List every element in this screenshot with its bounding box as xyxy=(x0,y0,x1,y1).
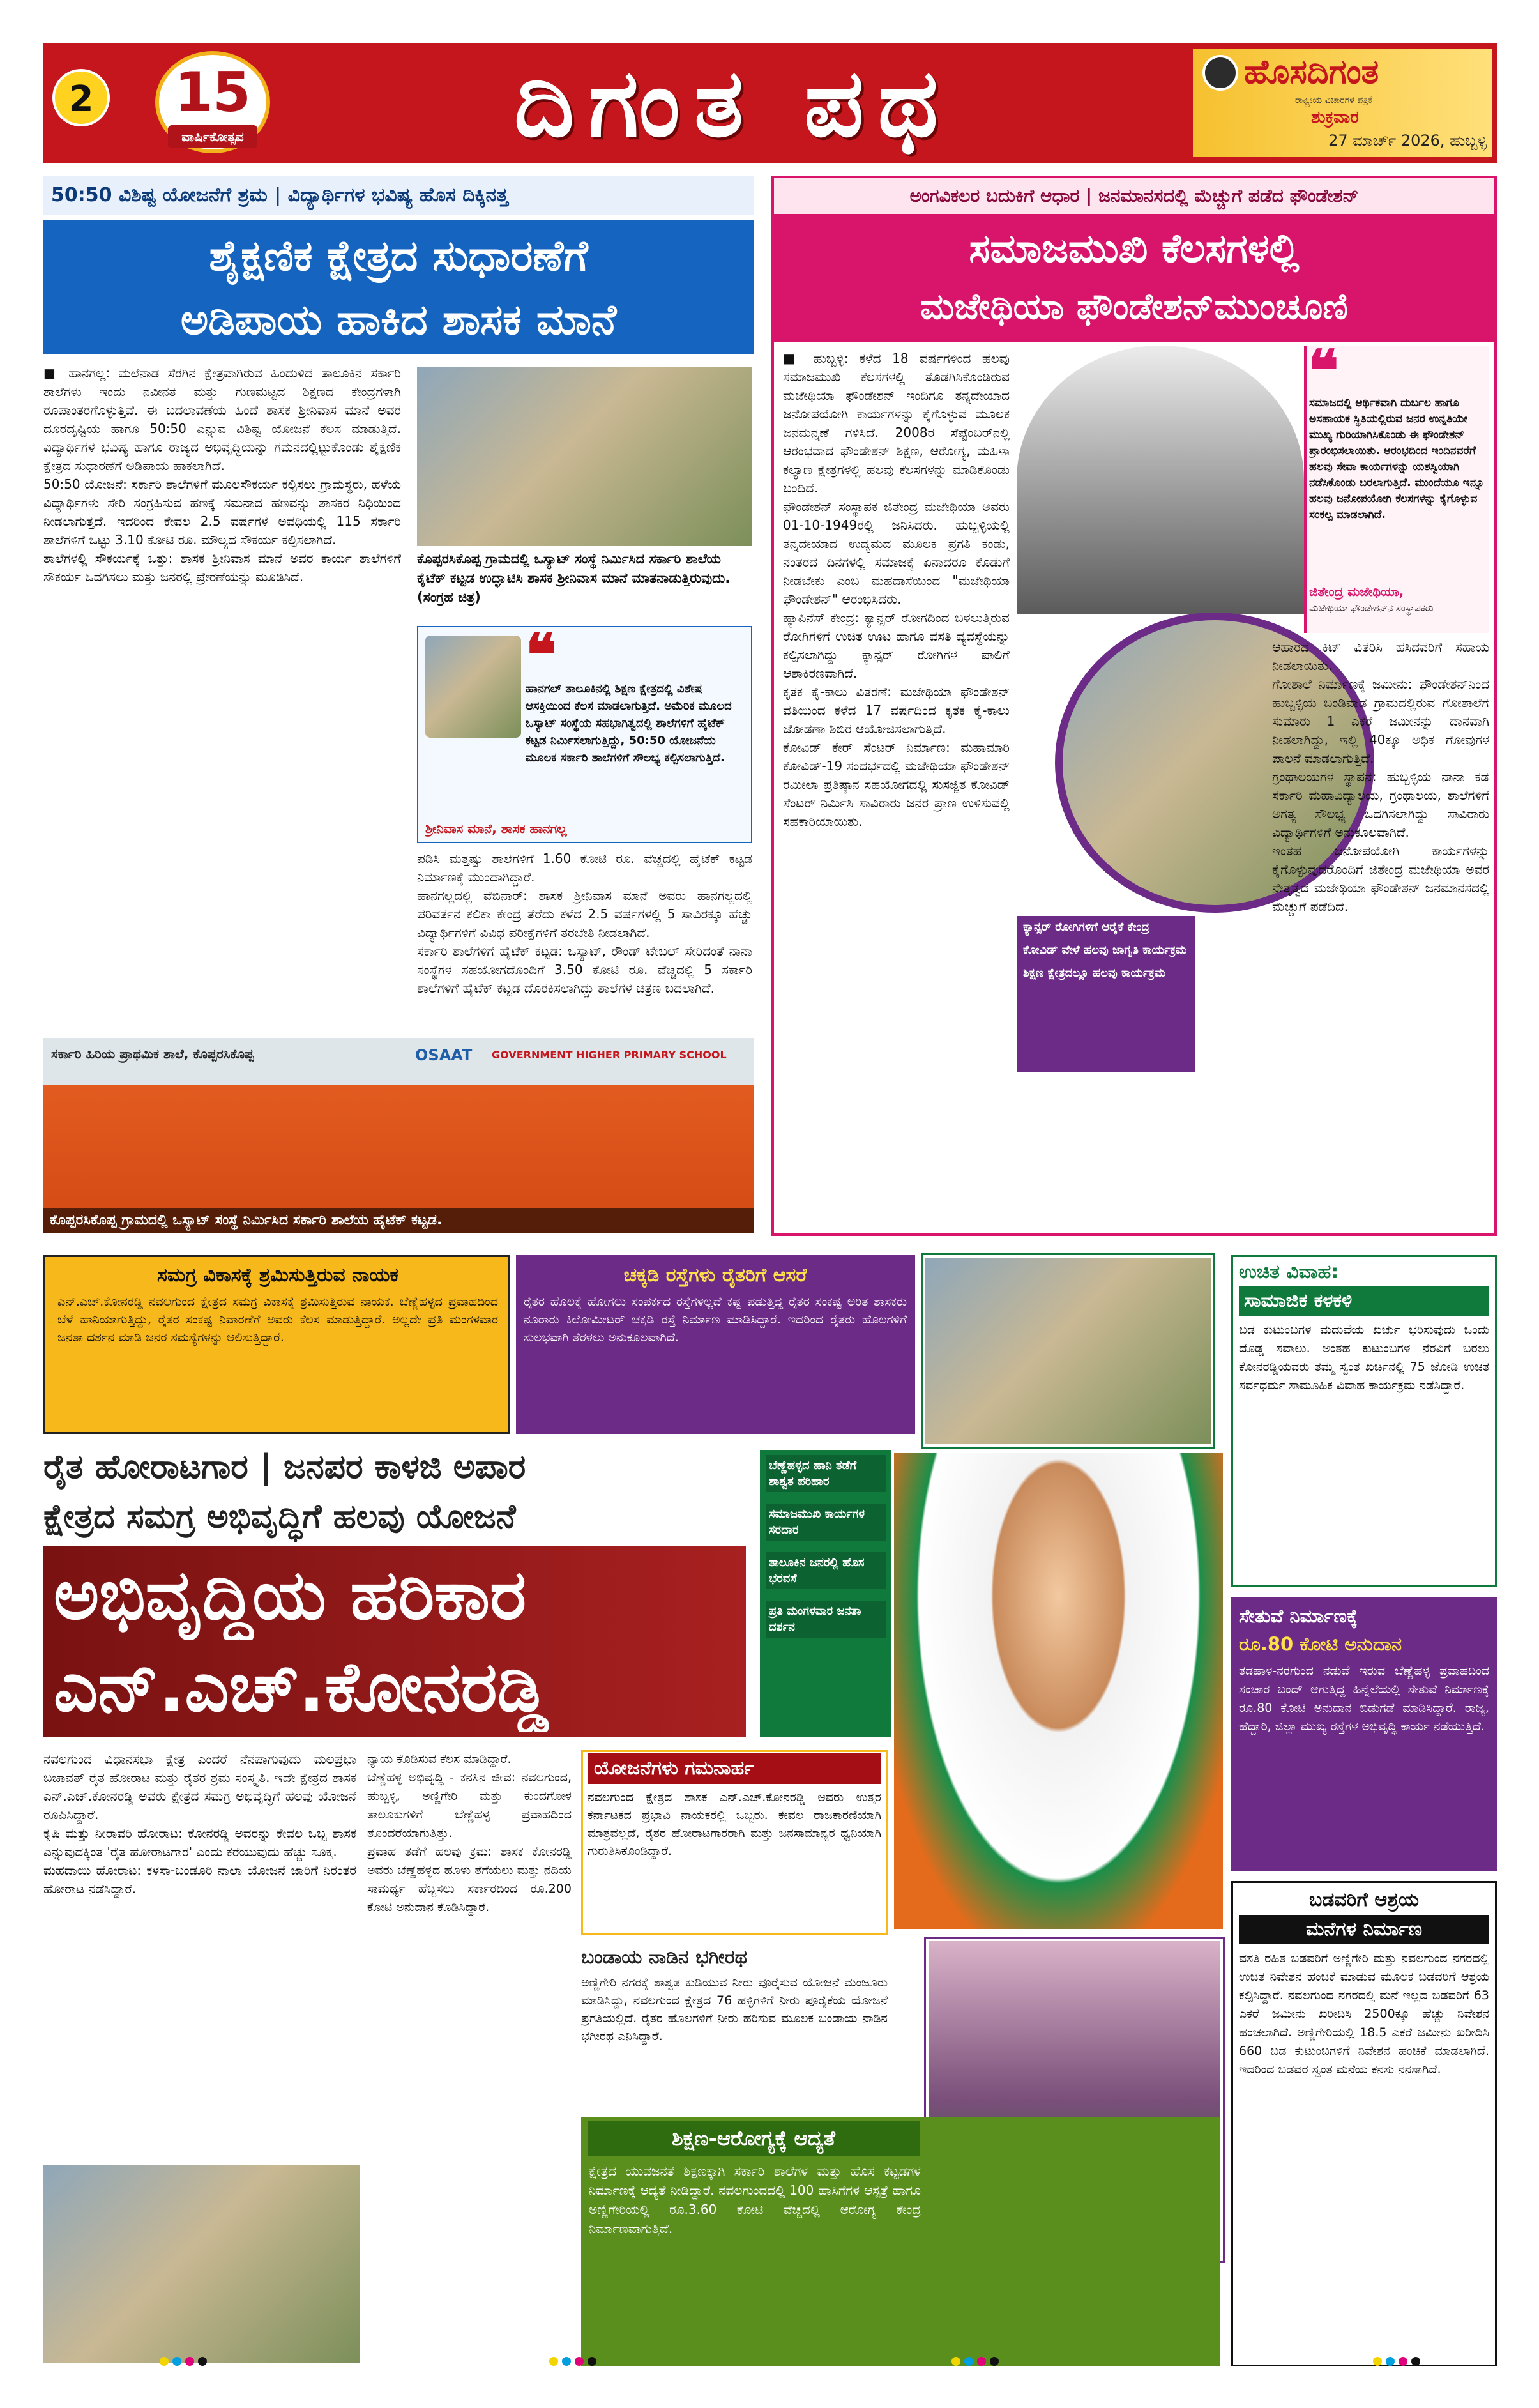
story2-body-1: ■ ಹುಬ್ಬಳ್ಳಿ: ಕಳೆದ 18 ವರ್ಷಗಳಿಂದ ಹಲವು ಸಮಾಜಮುಖಿ ಕೆಲಸಗಳಲ್ಲಿ ತೊಡಗಿಸಿಕೊಂಡಿರುವ ಮಜೇಥಿಯಾ ಫೌಂಡೇಶನ್ ಇಂದಿಗೂ ತನ್ನದೇಯಾದ ಜನೋಪಯೋಗಿ ಕಾರ್ಯಗಳನ್ನು ಕೈಗೊಳ್ಳುವ ಮೂಲಕ ಜನಮನ್ನಣೆ ಗಳಿಸಿದೆ. 2008ರ ಸೆಪ್ಟೆಂಬರ್‌ನಲ್ಲಿ ಆರಂಭವಾದ ಫೌಂಡೇಶನ್ ಶಿಕ್ಷಣ, ಆರೋಗ್ಯ, ಮಹಿಳಾ ಕಲ್ಯಾಣ ಕ್ಷೇತ್ರಗಳಲ್ಲಿ ಹಲವು ಕೆಲಸಗಳನ್ನು ಮಾಡಿಕೊಂಡು ಬಂದಿದೆ. ಫೌಂಡೇಶನ್ ಸಂಸ್ಥಾಪಕ ಜಿತೇಂದ್ರ ಮಜೇಥಿಯಾ ಅವರು 01-10-1949ರಲ್ಲಿ ಜನಿಸಿದರು. ಹುಬ್ಬಳ್ಳಿಯಲ್ಲಿ ತನ್ನದೇಯಾದ ಉದ್ಯಮದ ಮೂಲಕ ಪ್ರಗತಿ ಕಂಡು, ನಂತರದ ದಿನಗಳಲ್ಲಿ ಸಮಾಜಕ್ಕೆ ಏನಾದರೂ ಕೊಡುಗೆ ನೀಡಬೇಕು ಎಂಬ ಮಹದಾಸೆಯಿಂದ "ಮಜೇಥಿಯಾ ಫೌಂಡೇಶನ್" ಆರಂಭಿಸಿದರು. ಹ್ಯಾಪಿನೆಸ್ ಕೇಂದ್ರ: ಕ್ಯಾನ್ಸರ್ ರೋಗದಿಂದ ಬಳಲುತ್ತಿರುವ ರೋಗಿಗಳಿಗೆ ಉಚಿತ ಊಟ ಹಾಗೂ ವಸತಿ ವ್ಯವಸ್ಥೆಯನ್ನು ಕಲ್ಪಿಸಲಾಗಿದ್ದು ಕ್ಯಾನ್ಸರ್ ರೋಗಿಗಳ ಪಾಲಿಗೆ ಆಶಾಕಿರಣವಾಗಿದೆ. ಕೃತಕ ಕೈ-ಕಾಲು ವಿತರಣೆ: ಮಜೇಥಿಯಾ ಫೌಂಡೇಶನ್ ವತಿಯಿಂದ ಕಳೆದ 17 ವರ್ಷದಿಂದ ಕೃತಕ ಕೈ-ಕಾಲು ಜೋಡಣಾ ಶಿಬಿರ ಆಯೋಜಿಸಲಾಗುತ್ತಿದೆ. ಕೋವಿಡ್ ಕೇರ್ ಸೆಂಟರ್ ನಿರ್ಮಾಣ: ಮಹಾಮಾರಿ ಕೋವಿಡ್-19 ಸಂದರ್ಭದಲ್ಲಿ ಮಜೇಥಿಯಾ ಫೌಂಡೇಶನ್ ರಮೀಲಾ ಪ್ರತಿಷ್ಠಾನ ಸಹಯೋಗದಲ್ಲಿ ಸುಸಜ್ಜಿತ ಕೋವಿಡ್ ಸೆಂಟರ್ ನಿರ್ಮಿಸಿ ಸಾವಿರಾರು ಜನರ ಪ್ರಾಣ ಉಳಿಸುವಲ್ಲಿ ಸಹಕಾರಿಯಾಯಿತು. xyxy=(783,351,1010,829)
anniversary-number: 15 xyxy=(174,61,251,125)
story3-headline-1: ಅಭಿವೃದ್ಧಿಯ ಹರಿಕಾರ xyxy=(54,1555,527,1635)
story2-body-2-continued-col xyxy=(1201,919,1268,1226)
list-item: ತಾಲೂಕಿನ ಜನರಲ್ಲಿ ಹೊಸ ಭರವಸೆ xyxy=(766,1552,886,1589)
right-box1-title-1: ಉಚಿತ ವಿವಾಹ: xyxy=(1239,1261,1339,1283)
konaraddi-portrait xyxy=(894,1453,1223,1929)
story1-body-1: ■ ಹಾನಗಲ್ಲ: ಮಲೆನಾಡ ಸೆರಗಿನ ಕ್ಷೇತ್ರವಾಗಿರುವ ಹಿಂದುಳಿದ ತಾಲೂಕಿನ ಸರ್ಕಾರಿ ಶಾಲೆಗಳು ಇಂದು ನವೀನತೆ ಮತ್ತು ಗುಣಮಟ್ಟದ ಶಿಕ್ಷಣದ ಕೇಂದ್ರಗಳಾಗಿ ರೂಪಾಂತರಗೊಳ್ಳುತ್ತಿವೆ. ಈ ಬದಲಾವಣೆಯ ಹಿಂದೆ ಶಾಸಕ ಶ್ರೀನಿವಾಸ ಮಾನೆ ಅವರ ದೂರದೃಷ್ಟಿಯ ಹಾಗೂ 50:50 ಎನ್ನುವ ವಿಶಿಷ್ಟ ಯೋಜನೆ ಕೆಲಸ ಮಾಡುತ್ತಿದೆ. ವಿದ್ಯಾರ್ಥಿಗಳ ಭವಿಷ್ಯ ಹಾಗೂ ರಾಜ್ಯದ ಅಭಿವೃದ್ಧಿಯನ್ನು ಗಮನದಲ್ಲಿಟ್ಟುಕೊಂಡು ಶೈಕ್ಷಣಿಕ ಕ್ಷೇತ್ರದ ಸುಧಾರಣೆಗೆ ಅಡಿಪಾಯ ಹಾಕಲಾಗಿದೆ. 50:50 ಯೋಜನೆ: ಸರ್ಕಾರಿ ಶಾಲೆಗಳಿಗೆ ಮೂಲಸೌಕರ್ಯ ಕಲ್ಪಿಸಲು ಗ್ರಾಮಸ್ಥರು, ಹಳೆಯ ವಿದ್ಯಾರ್ಥಿಗಳು ಸೇರಿ ಸಂಗ್ರಹಿಸುವ ಹಣಕ್ಕೆ ಸಮನಾದ ಹಣವನ್ನು ಶಾಸಕರ ನಿಧಿಯಿಂದ ನೀಡಲಾಗುತ್ತದೆ. ಇದರಿಂದ ಕೇವಲ 2.5 ವರ್ಷಗಳ ಅವಧಿಯಲ್ಲಿ 115 ಸರ್ಕಾರಿ ಶಾಲೆಗಳಿಗೆ ಒಟ್ಟು 3.10 ಕೋಟಿ ರೂ. ಮೌಲ್ಯದ ಸೌಕರ್ಯ ಕಲ್ಪಿಸಲಾಗಿದೆ. ಶಾಲೆಗಳಲ್ಲಿ ಸೌಕರ್ಯಕ್ಕೆ ಒತ್ತು: ಶಾಸಕ ಶ್ರೀನಿವಾಸ ಮಾನೆ ಅವರ ಕಾರ್ಯ ಶಾಲೆಗಳಿಗೆ ಸೌಕರ್ಯ ಒದಗಿಸಲು ಮತ್ತು ಜನರಲ್ಲಿ ಪ್ರೇರಣೆಯನ್ನು ಮೂಡಿಸಿದೆ. xyxy=(43,365,401,584)
registration-marks xyxy=(549,2357,607,2370)
story3-headline-2: ಎನ್.ಎಚ್.ಕೋನರಡ್ಡಿ xyxy=(54,1647,549,1727)
list-item: ಬೆಣ್ಣೆಹಳ್ಳದ ಹಾನಿ ತಡೆಗೆ ಶಾಶ್ವತ ಪರಿಹಾರ xyxy=(766,1455,886,1492)
yojane-text: ನವಲಗುಂದ ಕ್ಷೇತ್ರದ ಶಾಸಕ ಎನ್.ಎಚ್.ಕೋನರಡ್ಡಿ ಅವರು ಉತ್ತರ ಕರ್ನಾಟಕದ ಪ್ರಭಾವಿ ನಾಯಕರಲ್ಲಿ ಒಬ್ಬರು. ಕೇವಲ ರಾಜಕಾರಣಿಯಾಗಿ ಮಾತ್ರವಲ್ಲದೆ, ರೈತರ ಹೋರಾಟಗಾರರಾಗಿ ಮತ್ತು ಜನಸಾಮಾನ್ಯರ ಧ್ವನಿಯಾಗಿ ಗುರುತಿಸಿಕೊಂಡಿದ್ದಾರೆ. xyxy=(588,1790,881,1858)
issue-day: ಶುಕ್ರವಾರ xyxy=(1311,108,1359,127)
health-text: ಕ್ಷೇತ್ರದ ಯುವಜನತೆ ಶಿಕ್ಷಣಕ್ಕಾಗಿ ಸರ್ಕಾರಿ ಶಾಲೆಗಳ ಮತ್ತು ಹೊಸ ಕಟ್ಟಡಗಳ ನಿರ್ಮಾಣಕ್ಕೆ ಆದ್ಯತೆ ನೀಡಿದ್ದಾರೆ. ನವಲಗುಂದದಲ್ಲಿ 100 ಹಾಸಿಗೆಗಳ ಆಸ್ಪತ್ರೆ ಹಾಗೂ ಅಣ್ಣಿಗೇರಿಯಲ್ಲಿ ರೂ.3.60 ಕೋಟಿ ವೆಚ್ಚದಲ್ಲಿ ಆರೋಗ್ಯ ಕೇಂದ್ರ ನಿರ್ಮಾಣವಾಗುತ್ತಿದೆ. xyxy=(589,2163,921,2236)
badavar-text: ವಸತಿ ರಹಿತ ಬಡವರಿಗೆ ಅಣ್ಣಿಗೇರಿ ಮತ್ತು ನವಲಗುಂದ ನಗರದಲ್ಲಿ ಉಚಿತ ನಿವೇಶನ ಹಂಚಿಕೆ ಮಾಡುವ ಮೂಲಕ ಬಡವರಿಗೆ ಆಶ್ರಯ ಕಲ್ಪಿಸಿದ್ದಾರೆ. ನವಲಗುಂದ ನಗರದಲ್ಲಿ ಮನೆ ಇಲ್ಲದ ಬಡವರಿಗೆ 63 ಎಕರೆ ಜಮೀನು ಖರೀದಿಸಿ 2500ಕ್ಕೂ ಹೆಚ್ಚು ನಿವೇಶನ ಹಂಚಲಾಗಿದೆ. ಅಣ್ಣಿಗೇರಿಯಲ್ಲಿ 18.5 ಎಕರೆ ಜಮೀನು ಖರೀದಿಸಿ 660 ಬಡ ಕುಟುಂಬಗಳಿಗೆ ನಿವೇಶನ ಹಂಚಿಕೆ ಮಾಡಲಾಗಿದೆ. ಇದರಿಂದ ಬಡವರ ಸ್ವಂತ ಮನೆಯ ಕನಸು ನನಸಾಗಿದೆ. xyxy=(1239,1951,1489,2077)
story-foundation xyxy=(771,176,1497,1236)
story3-body-2: ನ್ಯಾಯ ಕೊಡಿಸುವ ಕೆಲಸ ಮಾಡಿದ್ದಾರೆ. ಬೆಣ್ಣೆಹಳ್ಳ ಅಭಿವೃದ್ಧಿ - ಕನಸಿನ ಜೀವ: ನವಲಗುಂದ, ಹುಬ್ಬಳ್ಳಿ, ಅಣ್ಣಿಗೇರಿ ಮತ್ತು ಕುಂದಗೋಳ ತಾಲೂಕುಗಳಿಗೆ ಬೆಣ್ಣೆಹಳ್ಳ ಪ್ರವಾಹದಿಂದ ತೊಂದರೆಯಾಗುತ್ತಿತ್ತು. ಪ್ರವಾಹ ತಡೆಗೆ ಹಲವು ಕ್ರಮ: ಶಾಸಕ ಕೋನರಡ್ಡಿ ಅವರು ಬೆಣ್ಣೆಹಳ್ಳದ ಹೂಳು ತೆಗೆಯಲು ಮತ್ತು ನದಿಯ ಸಾಮರ್ಥ್ಯ ಹೆಚ್ಚಿಸಲು ಸರ್ಕಾರದಿಂದ ರೂ.200 ಕೋಟಿ ಅನುದಾನ ಕೊಡಿಸಿದ್ದಾರೆ. xyxy=(367,1752,572,1914)
masthead xyxy=(43,43,1497,163)
founder-portrait xyxy=(1017,346,1304,614)
paper-name: ಹೊಸದಿಗಂತ xyxy=(1244,53,1379,91)
mane-portrait xyxy=(425,636,521,738)
right-box2-title-1: ಸೇತುವೆ ನಿರ್ಮಾಣಕ್ಕೆ xyxy=(1239,1605,1358,1627)
yojane-title: ಯೋಜನೆಗಳು ಗಮನಾರ್ಹ xyxy=(588,1753,881,1784)
list-item: ಸಮಾಜಮುಖಿ ಕಾರ್ಯಗಳ ಸರದಾರ xyxy=(766,1504,886,1541)
list-item: ಶಿಕ್ಷಣ ಕ್ಷೇತ್ರದಲ್ಲೂ ಹಲವು ಕಾರ್ಯಕ್ರಮ xyxy=(1023,966,1166,980)
box1-title: ಸಮಗ್ರ ವಿಕಾಸಕ್ಕೆ ಶ್ರಮಿಸುತ್ತಿರುವ ನಾಯಕ xyxy=(156,1264,399,1286)
list-item: ಪ್ರತಿ ಮಂಗಳವಾರ ಜನತಾ ದರ್ಶನ xyxy=(766,1601,886,1638)
story1-photo-caption: ಕೊಪ್ಪರಸಿಕೊಪ್ಪ ಗ್ರಾಮದಲ್ಲಿ ಒಸ್ಯಾಟ್ ಸಂಸ್ಥೆ ನಿರ್ಮಿಸಿದ ಸರ್ಕಾರಿ ಶಾಲೆಯ ಕೈಟೆಕ್ ಕಟ್ಟಡ ಉದ್ಘಾಟಿಸಿ ಶಾಸಕ ಶ್ರೀನಿವಾಸ ಮಾನೆ ಮಾತನಾಡುತ್ತಿರುವುದು. (ಸಂಗ್ರಹ ಚಿತ್ರ) xyxy=(417,551,731,605)
story1-kicker: 50:50 ವಿಶಿಷ್ಟ ಯೋಜನೆಗೆ ಶ್ರಮ | ವಿದ್ಯಾರ್ಥಿಗಳ ಭವಿಷ್ಯ ಹೊಸ ದಿಕ್ಕಿನತ್ತ xyxy=(43,176,754,215)
school-caption: ಕೊಪ್ಪರಸಿಕೊಪ್ಪ ಗ್ರಾಮದಲ್ಲಿ ಒಸ್ಯಾಟ್ ಸಂಸ್ಥೆ ನಿರ್ಮಿಸಿದ ಸರ್ಕಾರಿ ಶಾಲೆಯ ಹೈಟೆಕ್ ಕಟ್ಟಡ. xyxy=(43,1208,754,1233)
story1-inauguration-photo xyxy=(417,367,752,546)
box2-title: ಚಕ್ಕಡಿ ರಸ್ತೆಗಳು ರೈತರಿಗೆ ಆಸರೆ xyxy=(623,1264,807,1286)
story2-headline-2: ಮಜೇಥಿಯಾ ಫೌಂಡೇಶನ್‌ಮುಂಚೂಣಿ xyxy=(920,286,1348,328)
story2-quote-author: ಜಿತೇಂದ್ರ ಮಜೇಥಿಯಾ, xyxy=(1309,584,1404,599)
story2-quote-role: ಮಜೇಥಿಯಾ ಫೌಂಡೇಶನ್‌ನ ಸಂಸ್ಥಾಪಕರು xyxy=(1309,602,1434,614)
story1-headline-2: ಅಡಿಪಾಯ ಹಾಕಿದ ಶಾಸಕ ಮಾನೆ xyxy=(180,295,617,344)
page-number: 2 xyxy=(68,79,94,120)
story2-body-2: ಆಹಾರದ ಕಿಟ್ ವಿತರಿಸಿ ಹಸಿದವರಿಗೆ ಸಹಾಯ ನೀಡಲಾಯಿತು. ಗೋಶಾಲೆ ನಿರ್ಮಾಣಕ್ಕೆ ಜಮೀನು: ಫೌಂಡೇಶನ್‌ನಿಂದ ಹುಬ್ಬಳ್ಳಿಯ ಬಂಡಿವಾಡ ಗ್ರಾಮದಲ್ಲಿರುವ ಗೋಶಾಲೆಗೆ ಸುಮಾರು 1 ಎಕರೆ ಜಮೀನನ್ನು ದಾನವಾಗಿ ನೀಡಲಾಗಿದ್ದು, ಇಲ್ಲಿ 40ಕ್ಕೂ ಅಧಿಕ ಗೋವುಗಳ ಪಾಲನೆ ಮಾಡಲಾಗುತ್ತಿದೆ. ಗ್ರಂಥಾಲಯಗಳ ಸ್ಥಾಪನೆ: ಹುಬ್ಬಳ್ಳಿಯ ನಾನಾ ಕಡೆ ಸರ್ಕಾರಿ ಮಹಾವಿದ್ಯಾಲಯ, ಗ್ರಂಥಾಲಯ, ಶಾಲೆಗಳಿಗೆ ಅಗತ್ಯ ಸೌಲಭ್ಯ ಒದಗಿಸಲಾಗಿದ್ದು ಸಾವಿರಾರು ವಿದ್ಯಾರ್ಥಿಗಳಿಗೆ ಅನುಕೂಲವಾಗಿದೆ. ಇಂತಹ ಜನೋಪಯೋಗಿ ಕಾರ್ಯಗಳನ್ನು ಕೈಗೊಳ್ಳುವುದರೊಂದಿಗೆ ಜಿತೇಂದ್ರ ಮಜೇಥಿಯಾ ಅವರ ನೇತೃತ್ವದ ಮಜೇಥಿಯಾ ಫೌಂಡೇಶನ್ ಜನಮಾನಸದಲ್ಲಿ ಮೆಚ್ಚುಗೆ ಪಡೆದಿದೆ. xyxy=(1272,639,1489,914)
registration-marks xyxy=(160,2357,217,2370)
badavar-title-2: ಮನೆಗಳ ನಿರ್ಮಾಣ xyxy=(1239,1915,1489,1944)
bandaya-title: ಬಂಡಾಯ ನಾಡಿನ ಭಗೀರಥ xyxy=(581,1946,747,1969)
bullet-list xyxy=(762,1455,890,1736)
paper-tagline: ರಾಷ್ಟ್ರೀಯ ವಿಚಾರಗಳ ಪತ್ರಿಕೆ xyxy=(1295,95,1373,105)
story1-body-2: ಪಡಿಸಿ ಮತ್ತಷ್ಟು ಶಾಲೆಗಳಿಗೆ 1.60 ಕೋಟಿ ರೂ. ವೆಚ್ಚದಲ್ಲಿ ಹೈಟೆಕ್ ಕಟ್ಟಡ ನಿರ್ಮಾಣಕ್ಕೆ ಮುಂದಾಗಿದ್ದಾರೆ. ಹಾನಗಲ್ಲದಲ್ಲಿ ವೆಬಿನಾರ್: ಶಾಸಕ ಶ್ರೀನಿವಾಸ ಮಾನೆ ಅವರು ಹಾನಗಲ್ಲದಲ್ಲಿ ಪರಿವರ್ತನ ಕಲಿಕಾ ಕೇಂದ್ರ ತೆರೆದು ಕಳೆದ 2.5 ವರ್ಷಗಳಲ್ಲಿ 5 ಸಾವಿರಕ್ಕೂ ಹೆಚ್ಚು ವಿದ್ಯಾರ್ಥಿಗಳಿಗೆ ವಿವಿಧ ಪರೀಕ್ಷೆಗಳಿಗೆ ತರಬೇತಿ ನೀಡಲಾಗಿದೆ. ಸರ್ಕಾರಿ ಶಾಲೆಗಳಿಗೆ ಹೈಟೆಕ್ ಕಟ್ಟಡ: ಒಸ್ಯಾಟ್, ರೌಂಡ್ ಟೇಬಲ್ ಸೇರಿದಂತೆ ನಾನಾ ಸಂಸ್ಥೆಗಳ ಸಹಯೋಗದೊಂದಿಗೆ 3.50 ಕೋಟಿ ರೂ. ವೆಚ್ಚದಲ್ಲಿ 5 ಸರ್ಕಾರಿ ಶಾಲೆಗಳಿಗೆ ಹೈಟೆಕ್ ಕಟ್ಟಡ ದೊರಕಿಸಲಾಗಿದ್ದು ಶಾಲೆಗಳ ಚಿತ್ರಣ ಬದಲಾಗಿದೆ. xyxy=(417,851,752,996)
quote-icon: ❝ xyxy=(526,629,557,680)
section-title: ದಿಗಂತ ಪಥ xyxy=(513,49,953,158)
story1-quote: ಹಾನಗಲ್ ತಾಲೂಕಿನಲ್ಲಿ ಶಿಕ್ಷಣ ಕ್ಷೇತ್ರದಲ್ಲಿ ವಿಶೇಷ ಆಸಕ್ತಿಯಿಂದ ಕೆಲಸ ಮಾಡಲಾಗುತ್ತಿದೆ. ಅಮೆರಿಕ ಮೂಲದ ಒಸ್ಯಾಟ್ ಸಂಸ್ಥೆಯ ಸಹಭಾಗಿತ್ವದಲ್ಲಿ ಶಾಲೆಗಳಿಗೆ ಹೈಟೆಕ್ ಕಟ್ಟಡ ನಿರ್ಮಿಸಲಾಗುತ್ತಿದ್ದು, 50:50 ಯೋಜನೆಯ ಮೂಲಕ ಸರ್ಕಾರಿ ಶಾಲೆಗಳಿಗೆ ಸೌಲಭ್ಯ ಕಲ್ಪಿಸಲಾಗುತ್ತಿದೆ. xyxy=(526,682,732,765)
list-item: ಕ್ಯಾನ್ಸರ್ ರೋಗಿಗಳಿಗೆ ಆರೈಕೆ ಕೇಂದ್ರ xyxy=(1023,920,1149,934)
story1-quote-author: ಶ್ರೀನಿವಾಸ ಮಾನೆ, ಶಾಸಕ ಹಾನಗಲ್ಲ xyxy=(425,821,567,836)
box1-text: ಎನ್.ಎಚ್.ಕೋನರಡ್ಡಿ ನವಲಗುಂದ ಕ್ಷೇತ್ರದ ಸಮಗ್ರ ವಿಕಾಸಕ್ಕೆ ಶ್ರಮಿಸುತ್ತಿರುವ ನಾಯಕ. ಬೆಣ್ಣೆಹಳ್ಳದ ಪ್ರವಾಹದಿಂದ ಬೆಳೆ ಹಾನಿಯಾಗುತ್ತಿದ್ದು, ರೈತರ ಸಂಕಷ್ಟ ನಿವಾರಣೆಗೆ ಅವರು ಕೆಲಸ ಮಾಡುತ್ತಿದ್ದಾರೆ. ಅಲ್ಲದೇ ಪ್ರತಿ ಮಂಗಳವಾರ ಜನತಾ ದರ್ಶನ ಮಾಡಿ ಜನರ ಸಮಸ್ಯೆಗಳನ್ನು ಆಲಿಸುತ್ತಿದ್ದಾರೆ. xyxy=(57,1295,498,1345)
issue-date: 27 ಮಾರ್ಚ್ 2026, ಹುಬ್ಬಳ್ಳಿ xyxy=(1328,132,1487,149)
right-box1-text: ಬಡ ಕುಟುಂಬಗಳ ಮದುವೆಯ ಖರ್ಚು ಭರಿಸುವುದು ಒಂದು ದೊಡ್ಡ ಸವಾಲು. ಅಂತಹ ಕುಟುಂಬಗಳ ನೆರವಿಗೆ ಬರಲು ಕೋನರಡ್ಡಿಯವರು ತಮ್ಮ ಸ್ವಂತ ಖರ್ಚಿನಲ್ಲಿ 75 ಜೋಡಿ ಉಚಿತ ಸರ್ವಧರ್ಮ ಸಾಮೂಹಿಕ ವಿವಾಹ ಕಾರ್ಯಕ್ರಮ ನಡೆಸಿದ್ದಾರೆ. xyxy=(1239,1323,1489,1392)
school-sign: ಸರ್ಕಾರಿ ಹಿರಿಯ ಪ್ರಾಥಮಿಕ ಶಾಲೆ, ಕೊಪ್ಪರಸಿಕೊಪ್ಪ xyxy=(51,1046,254,1062)
badavar-title-1: ಬಡವರಿಗೆ ಆಶ್ರಯ xyxy=(1308,1889,1420,1911)
right-box2-title-2: ರೂ.80 ಕೋಟಿ ಅನುದಾನ xyxy=(1239,1633,1402,1655)
story2-list xyxy=(1017,919,1195,1072)
school-building-photo xyxy=(43,1038,754,1233)
story2-headline-1: ಸಮಾಜಮುಖಿ ಕೆಲಸಗಳಲ್ಲಿ xyxy=(969,225,1300,271)
anniversary-label: ವಾರ್ಷಿಕೋತ್ಸವ xyxy=(168,125,257,148)
health-title: ಶಿಕ್ಷಣ-ಆರೋಗ್ಯಕ್ಕೆ ಆದ್ಯತೆ xyxy=(588,2121,920,2156)
field-visit-photo xyxy=(43,2165,360,2363)
list-item: ಕೋವಿಡ್ ವೇಳೆ ಹಲವು ಜಾಗೃತಿ ಕಾರ್ಯಕ್ರಮ xyxy=(1023,943,1187,957)
box2-text: ರೈತರ ಹೊಲಕ್ಕೆ ಹೋಗಲು ಸಂಪರ್ಕದ ರಸ್ತೆಗಳಿಲ್ಲದೆ ಕಷ್ಟ ಪಡುತ್ತಿದ್ದ ರೈತರ ಸಂಕಷ್ಟ ಅರಿತ ಶಾಸಕರು ನೂರಾರು ಕಿಲೋಮೀಟರ್ ಚಕ್ಕಡಿ ರಸ್ತೆ ನಿರ್ಮಾಣ ಮಾಡಿಸಿದ್ದಾರೆ. ಇದರಿಂದ ರೈತರು ಹೊಲಗಳಿಗೆ ಸುಲಭವಾಗಿ ತೆರಳಲು ಅನುಕೂಲವಾಗಿದೆ. xyxy=(524,1295,907,1345)
quote-icon: ❝ xyxy=(1308,346,1339,397)
registration-marks xyxy=(1373,2357,1430,2370)
leaders-photo-top xyxy=(923,1255,1213,1447)
paper-logo-icon xyxy=(1202,55,1238,91)
registration-marks xyxy=(951,2357,1009,2370)
story2-quote: ಸಮಾಜದಲ್ಲಿ ಆರ್ಥಿಕವಾಗಿ ದುರ್ಬಲ ಹಾಗೂ ಅಸಹಾಯಕ ಸ್ಥಿತಿಯಲ್ಲಿರುವ ಜನರ ಉನ್ನತಿಯೇ ಮುಖ್ಯ ಗುರಿಯಾಗಿಸಿಕೊಂಡು ಈ ಫೌಂಡೇಶನ್ ಪ್ರಾರಂಭಿಸಲಾಯಿತು. ಆರಂಭದಿಂದ ಇಂದಿನವರೆಗೆ ಹಲವು ಸೇವಾ ಕಾರ್ಯಗಳನ್ನು ಯಶಸ್ವಿಯಾಗಿ ನಡೆಸಿಕೊಂಡು ಬರಲಾಗುತ್ತಿದೆ. ಮುಂದೆಯೂ ಇನ್ನೂ ಹಲವು ಜನೋಪಯೋಗಿ ಕೆಲಸಗಳನ್ನು ಕೈಗೊಳ್ಳುವ ಸಂಕಲ್ಪ ಮಾಡಲಾಗಿದೆ. xyxy=(1309,397,1485,521)
school-sign-en: GOVERNMENT HIGHER PRIMARY SCHOOL xyxy=(492,1049,727,1061)
right-box2-text: ತಡಹಾಳ-ನರಗುಂದ ನಡುವೆ ಇರುವ ಬೆಣ್ಣೆಹಳ್ಳ ಪ್ರವಾಹದಿಂದ ಸಂಚಾರ ಬಂದ್ ಆಗುತ್ತಿದ್ದ ಹಿನ್ನೆಲೆಯಲ್ಲಿ ಸೇತುವೆ ನಿರ್ಮಾಣಕ್ಕೆ ರೂ.80 ಕೋಟಿ ಅನುದಾನ ಬಿಡುಗಡೆ ಮಾಡಿಸಿದ್ದಾರೆ. ರಾಜ್ಯ, ಹೆದ್ದಾರಿ, ಜಿಲ್ಲಾ ಮುಖ್ಯ ರಸ್ತೆಗಳ ಅಭಿವೃದ್ಧಿ ಕಾರ್ಯ ನಡೆಯುತ್ತಿದೆ. xyxy=(1239,1664,1489,1734)
story3-kicker: ರೈತ ಹೋರಾಟಗಾರ | ಜನಪರ ಕಾಳಜಿ ಅಪಾರ xyxy=(43,1448,526,1486)
osaat-logo: OSAAT xyxy=(415,1046,473,1064)
story2-kicker: ಅಂಗವಿಕಲರ ಬದುಕಿಗೆ ಆಧಾರ | ಜನಮಾನಸದಲ್ಲಿ ಮೆಚ್ಚುಗೆ ಪಡೆದ ಫೌಂಡೇಶನ್ xyxy=(774,178,1494,214)
story1-headline-1: ಶೈಕ್ಷಣಿಕ ಕ್ಷೇತ್ರದ ಸುಧಾರಣೆಗೆ xyxy=(209,231,588,280)
story3-body-1: ನವಲಗುಂದ ವಿಧಾನಸಭಾ ಕ್ಷೇತ್ರ ಎಂದರೆ ನೆನಪಾಗುವುದು ಮಲಪ್ರಭಾ ಬಚಾವತ್ ರೈತ ಹೋರಾಟ ಮತ್ತು ರೈತರ ಶ್ರಮ ಸಂಸ್ಕೃತಿ. ಇದೇ ಕ್ಷೇತ್ರದ ಶಾಸಕ ಎನ್.ಎಚ್.ಕೋನರಡ್ಡಿ ಅವರು ಕ್ಷೇತ್ರದ ಸಮಗ್ರ ಅಭಿವೃದ್ಧಿಗೆ ಹಲವು ಯೋಜನೆ ರೂಪಿಸಿದ್ದಾರೆ. ಕೃಷಿ ಮತ್ತು ನೀರಾವರಿ ಹೋರಾಟ: ಕೋನರಡ್ಡಿ ಅವರನ್ನು ಕೇವಲ ಒಬ್ಬ ಶಾಸಕ ಎನ್ನುವುದಕ್ಕಿಂತ 'ರೈತ ಹೋರಾಟಗಾರ' ಎಂದು ಕರೆಯುವುದು ಹೆಚ್ಚು ಸೂಕ್ತ. ಮಹದಾಯಿ ಹೋರಾಟ: ಕಳಸಾ-ಬಂಡೂರಿ ನಾಲಾ ಯೋಜನೆ ಜಾರಿಗೆ ನಿರಂತರ ಹೋರಾಟ ನಡೆಸಿದ್ದಾರೆ. xyxy=(43,1751,356,1896)
right-box1-title-2: ಸಾಮಾಜಿಕ ಕಳಕಳಿ xyxy=(1239,1286,1489,1316)
bandaya-text: ಅಣ್ಣಿಗೇರಿ ನಗರಕ್ಕೆ ಶಾಶ್ವತ ಕುಡಿಯುವ ನೀರು ಪೂರೈಸುವ ಯೋಜನೆ ಮಂಜೂರು ಮಾಡಿಸಿದ್ದು, ನವಲಗುಂದ ಕ್ಷೇತ್ರದ 76 ಹಳ್ಳಿಗಳಿಗೆ ನೀರು ಪೂರೈಕೆಯ ಯೋಜನೆ ಪ್ರಗತಿಯಲ್ಲಿದೆ. ರೈತರ ಹೊಲಗಳಿಗೆ ನೀರು ಹರಿಸುವ ಮೂಲಕ ಬಂಡಾಯ ನಾಡಿನ ಭಗೀರಥ ಎನಿಸಿದ್ದಾರೆ. xyxy=(581,1976,888,2043)
story3-subhead: ಕ್ಷೇತ್ರದ ಸಮಗ್ರ ಅಭಿವೃದ್ಧಿಗೆ ಹಲವು ಯೋಜನೆ xyxy=(43,1498,516,1536)
